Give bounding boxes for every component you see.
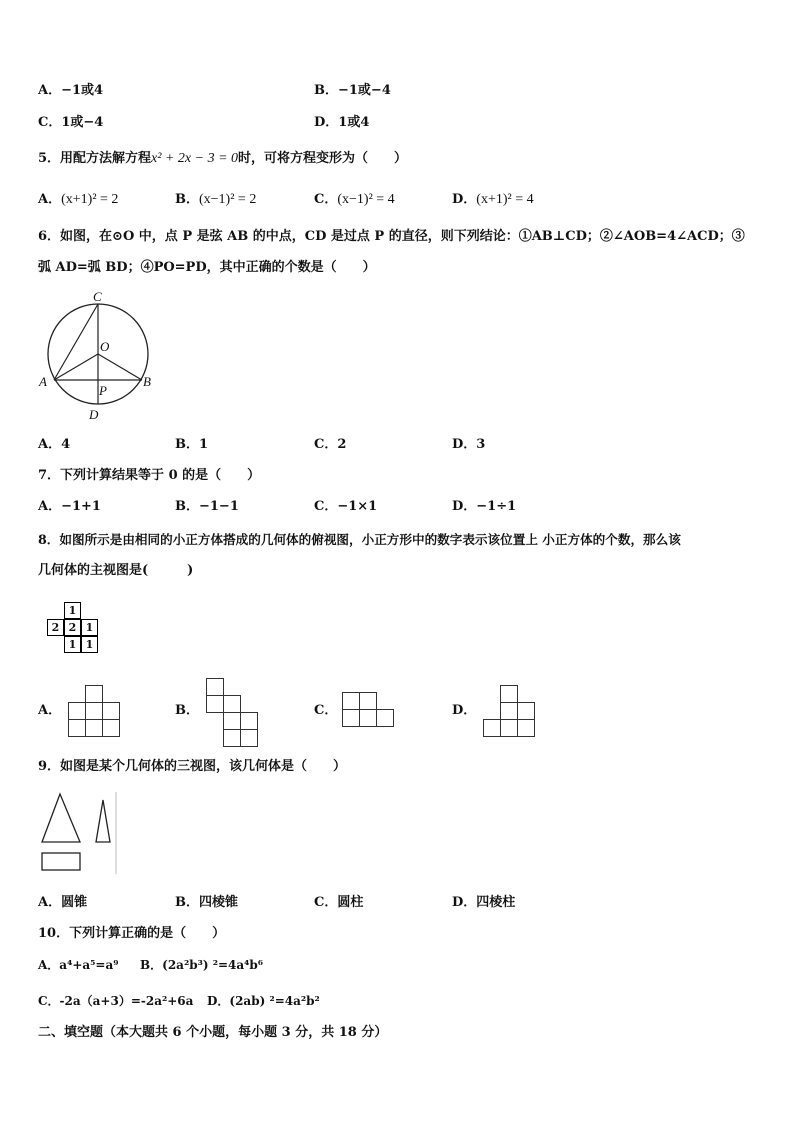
- q6-circle-figure: [36, 288, 160, 424]
- q5-equation: x² + 2x − 3 = 0: [151, 151, 239, 166]
- q8-option-c: C．: [314, 703, 338, 718]
- q4-option-c: C．1或−4: [38, 115, 104, 130]
- q5-stem-post: 时，可将方程变形为（ ）: [238, 151, 408, 166]
- q4-option-b: B．−1或−4: [314, 83, 391, 98]
- grid-cell: 2: [47, 619, 64, 636]
- q6-option-c: C．2: [314, 437, 347, 452]
- q9-option-c: C．圆柱: [314, 895, 364, 910]
- q5-option-b-expr: (x−1)² = 2: [199, 192, 257, 207]
- q7-stem: 7．下列计算结果等于 0 的是（ ）: [38, 468, 261, 483]
- grid-cell: 1: [81, 619, 98, 636]
- q6-stem-line2: 弧 AD=弧 BD；④PO=PD，其中正确的个数是（ ）: [38, 260, 376, 275]
- q7-option-b: B．−1−1: [175, 499, 239, 514]
- label-p: P: [99, 383, 107, 398]
- q5-option-a: A．(x+1)² = 2: [38, 192, 119, 207]
- segment-ac: [54, 304, 98, 380]
- grid-cell: 1: [64, 602, 81, 619]
- q9-option-b: B．四棱锥: [175, 895, 238, 910]
- q7-option-a: A．−1+1: [38, 499, 101, 514]
- segment-ao: [54, 354, 98, 380]
- q8-stem-line1: 8．如图所示是由相同的小正方体搭成的几何体的俯视图，小正方形中的数字表示该位置上 小正方体的个数，那么该: [38, 532, 681, 547]
- q5-option-d-expr: (x+1)² = 4: [476, 192, 534, 207]
- q5-option-c-expr: (x−1)² = 4: [337, 192, 395, 207]
- q5-option-b: B．(x−1)² = 2: [175, 192, 257, 207]
- label-o: O: [100, 339, 110, 354]
- q9-three-views-figure: [38, 790, 120, 876]
- grid-cell: 1: [81, 636, 98, 653]
- q5-stem-pre: 5．用配方法解方程: [38, 151, 152, 166]
- q8-option-c-figure: [342, 692, 396, 728]
- q9-stem: 9．如图是某个几何体的三视图，该几何体是（ ）: [38, 759, 347, 774]
- q6-option-a: A．4: [38, 437, 71, 452]
- q9-option-a: A．圆锥: [38, 895, 88, 910]
- q8-stem-line2: 几何体的主视图是( ): [38, 563, 194, 578]
- q10-stem: 10．下列计算正确的是（ ）: [38, 926, 226, 941]
- grid-cell: 2: [64, 619, 81, 636]
- q9-option-d: D．四棱柱: [452, 895, 516, 910]
- q8-option-a: A．: [38, 703, 62, 718]
- q8-option-b-figure: [206, 678, 260, 747]
- q8-option-b: B．: [175, 703, 199, 718]
- q5-option-a-expr: (x+1)² = 2: [61, 192, 119, 207]
- q8-option-d: D．: [452, 703, 477, 718]
- q6-option-b: B．1: [175, 437, 209, 452]
- q8-top-view-grid: [47, 602, 103, 658]
- q6-option-d: D．3: [452, 437, 486, 452]
- front-view-triangle: [42, 794, 80, 842]
- q5-stem: [38, 149, 407, 169]
- top-view-rectangle: [42, 853, 80, 870]
- label-b: B: [143, 374, 151, 389]
- q7-option-c: C．−1×1: [314, 499, 378, 514]
- grid-cell: 1: [64, 636, 81, 653]
- q10-option-d: D．(2ab) ²=4a²b²: [207, 994, 320, 1008]
- side-view-triangle: [96, 800, 110, 842]
- q10-option-b: B．(2a²b³) ²=4a⁴b⁶: [140, 958, 264, 972]
- label-d: D: [89, 407, 99, 422]
- q5-option-c: C．(x−1)² = 4: [314, 192, 395, 207]
- label-c: C: [93, 289, 102, 304]
- segment-bo: [98, 354, 142, 380]
- label-a: A: [39, 374, 47, 389]
- q8-option-a-figure: [68, 685, 122, 737]
- q4-option-a: A．−1或4: [38, 83, 104, 98]
- q10-option-a: A．a⁴+a⁵=a⁹: [38, 958, 119, 972]
- section-2-title: 二、填空题（本大题共 6 个小题，每小题 3 分，共 18 分）: [38, 1025, 388, 1040]
- q5-option-d: D．(x+1)² = 4: [452, 192, 534, 207]
- q10-option-c: C．-2a（a+3）=-2a²+6a: [38, 994, 194, 1008]
- q8-option-d-figure: [483, 685, 537, 737]
- q4-option-d: D．1或4: [314, 115, 370, 130]
- q6-stem-line1: 6．如图，在⊙O 中，点 P 是弦 AB 的中点，CD 是过点 P 的直径，则下列结论：①AB⊥CD；②∠AOB=4∠ACD；③: [38, 229, 745, 244]
- q7-option-d: D．−1÷1: [452, 499, 517, 514]
